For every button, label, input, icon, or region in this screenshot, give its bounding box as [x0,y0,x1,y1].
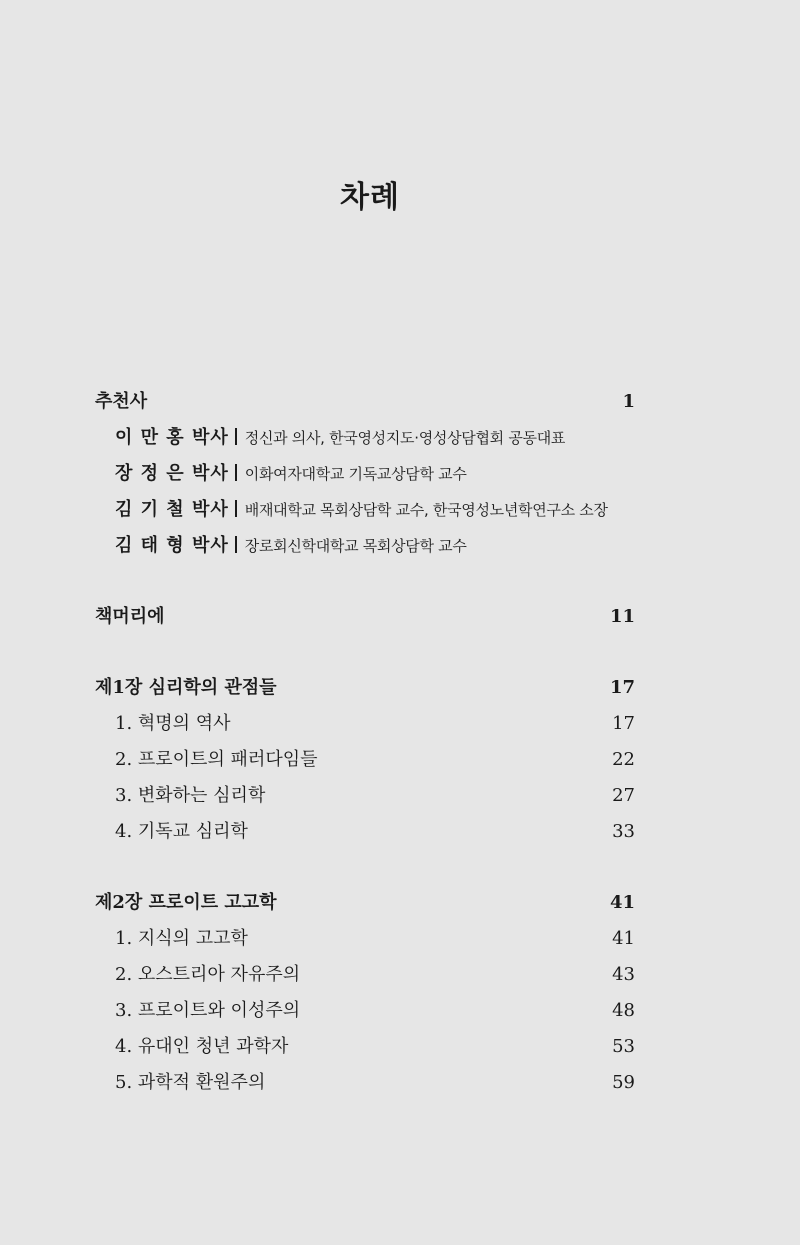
toc-entry-label: 책머리에 [95,606,165,627]
endorser-description: 장로회신학대학교 목회상담학 교수 [244,537,467,555]
toc-entry-label: 5. 과학적 환원주의 [115,1072,266,1093]
toc-entry-page: 22 [612,749,635,770]
toc-entry-label: 1. 혁명의 역사 [115,713,231,734]
spacer [95,854,635,889]
toc-entry-page: 17 [612,713,635,734]
toc-entry-page: 11 [609,606,635,627]
toc-entry-recommendation[interactable] [95,388,635,424]
separator-bar [235,500,237,517]
toc-entry-page: 48 [612,1000,635,1021]
toc-entry-section[interactable] [95,961,635,997]
endorser-row [95,496,635,532]
toc-entry-section[interactable] [95,925,635,961]
toc-entry-label: 4. 기독교 심리학 [115,821,248,842]
toc-entry-label: 4. 유대인 청년 과학자 [115,1036,289,1057]
separator-bar [235,428,237,445]
endorser-name: 김 기 철 박사 [115,499,229,520]
toc-entry-section[interactable] [95,1069,635,1105]
endorser-description: 이화여자대학교 기독교상담학 교수 [244,465,467,483]
toc-entry-label: 2. 오스트리아 자유주의 [115,964,301,985]
endorser-description: 배재대학교 목회상담학 교수, 한국영성노년학연구소 소장 [244,501,608,519]
toc-entry-section[interactable] [95,818,635,854]
toc-entry-label: 1. 지식의 고고학 [115,928,248,949]
separator-bar [235,464,237,481]
toc-entry-chapter[interactable] [95,889,635,925]
table-of-contents [95,388,635,1105]
separator-bar [235,536,237,553]
endorser-row [95,532,635,568]
endorser-name: 이 만 홍 박사 [115,427,229,448]
toc-entry-label: 3. 변화하는 심리학 [115,785,266,806]
toc-entry-page: 33 [612,821,635,842]
toc-entry-section[interactable] [95,1033,635,1069]
toc-entry-label: 추천사 [95,391,148,412]
endorser-name: 김 태 형 박사 [115,535,229,556]
toc-entry-page: 43 [612,964,635,985]
toc-entry-page: 41 [609,892,635,913]
toc-entry-label: 제1장 심리학의 관점들 [95,677,277,698]
toc-entry-label: 3. 프로이트와 이성주의 [115,1000,301,1021]
endorser-name: 장 정 은 박사 [115,463,229,484]
toc-entry-section[interactable] [95,782,635,818]
toc-entry-label: 제2장 프로이트 고고학 [95,892,277,913]
toc-entry-section[interactable] [95,710,635,746]
toc-entry-preface[interactable] [95,603,635,639]
endorser-row [95,424,635,460]
spacer [95,568,635,603]
toc-entry-page: 41 [612,928,635,949]
endorser-row [95,460,635,496]
toc-entry-page: 1 [622,391,635,412]
toc-entry-page: 17 [609,677,635,698]
spacer [95,639,635,674]
toc-entry-section[interactable] [95,746,635,782]
toc-entry-section[interactable] [95,997,635,1033]
toc-entry-page: 59 [612,1072,635,1093]
toc-entry-page: 27 [612,785,635,806]
toc-entry-page: 53 [612,1036,635,1057]
endorser-description: 정신과 의사, 한국영성지도·영성상담협회 공동대표 [244,429,566,447]
toc-entry-label: 2. 프로이트의 패러다임들 [115,749,318,770]
page-title: 차례 [340,180,400,215]
toc-entry-chapter[interactable] [95,674,635,710]
